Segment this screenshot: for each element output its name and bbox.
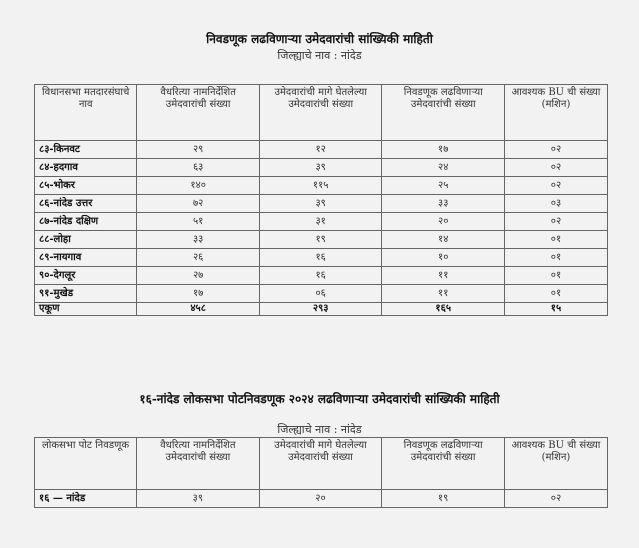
row-value-cell: २६: [137, 249, 260, 267]
table-row: [35, 195, 608, 213]
row-value-cell: १६: [259, 267, 382, 285]
header-valid-nominations: वैधरित्या नामनिर्देशित उमेदवारांची संख्या: [137, 438, 260, 490]
row-value-cell: १०: [382, 249, 505, 267]
row-value-cell: ३१: [259, 213, 382, 231]
row-value-cell: ०१: [505, 249, 608, 267]
row-name-cell: ८४-हदगाव: [35, 159, 137, 177]
page-title: निवडणूक लढविणाऱ्या उमेदवारांची सांख्यिकी माहिती: [206, 32, 433, 46]
row-value-cell: ३९: [259, 195, 382, 213]
row-value-cell: १६: [259, 249, 382, 267]
row-name-cell: ८८-लोहा: [35, 231, 137, 249]
row-value-cell: १२: [259, 141, 382, 159]
row-value-cell: ०२: [504, 490, 607, 508]
table-row: [35, 177, 608, 195]
row-value-cell: २०: [259, 490, 382, 508]
row-value-cell: ०२: [505, 213, 608, 231]
row-name-cell: ८९-नायगाव: [35, 249, 137, 267]
row-value-cell: ७२: [137, 195, 260, 213]
row-name-cell: १६ — नांदेड: [35, 490, 137, 508]
table-row: [35, 285, 608, 303]
row-name-cell: ८६-नांदेड उत्तर: [35, 195, 137, 213]
row-value-cell: १५: [505, 303, 608, 316]
row-value-cell: ०१: [505, 285, 608, 303]
row-value-cell: ०३: [505, 195, 608, 213]
row-value-cell: २९३: [259, 303, 382, 316]
table-row: [35, 213, 608, 231]
row-value-cell: १४०: [137, 177, 260, 195]
header-valid-nominations: वैधरित्या नामनिर्देशित उमेदवारांची संख्या: [137, 85, 260, 141]
row-value-cell: ०२: [505, 159, 608, 177]
row-value-cell: ३३: [137, 231, 260, 249]
table-row: [35, 231, 608, 249]
bypoll-statistics-table: [34, 437, 608, 508]
table-body: [35, 490, 608, 508]
header-contesting: निवडणूक लढविणाऱ्या उमेदवारांची संख्या: [382, 438, 505, 490]
header-withdrawn: उमेदवारांची मागे घेतलेल्या उमेदवारांची संख्या: [259, 438, 382, 490]
row-value-cell: २४: [382, 159, 505, 177]
row-value-cell: २०: [382, 213, 505, 231]
table-row: [35, 249, 608, 267]
row-name-cell: ९०-देगलूर: [35, 267, 137, 285]
row-value-cell: ०१: [505, 267, 608, 285]
header-withdrawn: उमेदवारांची मागे घेतलेल्या उमेदवारांची संख्या: [259, 85, 382, 141]
row-value-cell: ०१: [505, 231, 608, 249]
row-name-cell: ८५-भोकर: [35, 177, 137, 195]
header-constituency: विधानसभा मतदारसंघाचे नाव: [35, 85, 137, 141]
row-value-cell: ३९: [259, 159, 382, 177]
row-value-cell: २९: [137, 141, 260, 159]
header-bypoll: लोकसभा पोट निवडणूक: [35, 438, 137, 490]
row-value-cell: ६३: [137, 159, 260, 177]
district-label: जिल्ह्याचे नाव : नांदेड: [277, 49, 362, 62]
section2-district-label: जिल्ह्याचे नाव : नांदेड: [277, 423, 362, 436]
section2-title: १६-नांदेड लोकसभा पोटनिवडणूक २०२४ लढविणाऱ्या उमेदवारांची सांख्यिकी माहिती: [139, 392, 500, 406]
header-bu-required: आवश्यक BU ची संख्या (मशिन): [505, 85, 608, 141]
row-value-cell: १६५: [382, 303, 505, 316]
row-value-cell: १७: [137, 285, 260, 303]
row-value-cell: १९: [259, 231, 382, 249]
row-name-cell: एकूण: [35, 303, 137, 316]
table-row: [35, 159, 608, 177]
row-value-cell: २७: [137, 267, 260, 285]
row-value-cell: ०६: [259, 285, 382, 303]
total-row: [35, 303, 608, 316]
table-row: [35, 141, 608, 159]
candidate-statistics-table: [34, 84, 608, 316]
row-value-cell: २५: [382, 177, 505, 195]
row-value-cell: १९: [382, 490, 505, 508]
row-value-cell: ५१: [137, 213, 260, 231]
table-row: [35, 490, 608, 508]
row-name-cell: ९१-मुखेड: [35, 285, 137, 303]
row-value-cell: १४: [382, 231, 505, 249]
row-value-cell: ११: [382, 285, 505, 303]
row-value-cell: ११५: [259, 177, 382, 195]
row-name-cell: ८३-किनवट: [35, 141, 137, 159]
header-contesting: निवडणूक लढविणाऱ्या उमेदवारांची संख्या: [382, 85, 505, 141]
table-row: [35, 267, 608, 285]
row-value-cell: ३३: [382, 195, 505, 213]
row-value-cell: ३९: [137, 490, 260, 508]
row-value-cell: १७: [382, 141, 505, 159]
row-value-cell: ११: [382, 267, 505, 285]
row-value-cell: ४५८: [137, 303, 260, 316]
table-body: [35, 141, 608, 316]
row-value-cell: ०२: [505, 177, 608, 195]
row-name-cell: ८७-नांदेड दक्षिण: [35, 213, 137, 231]
row-value-cell: ०२: [505, 141, 608, 159]
header-bu-required: आवश्यक BU ची संख्या (मशिन): [504, 438, 607, 490]
